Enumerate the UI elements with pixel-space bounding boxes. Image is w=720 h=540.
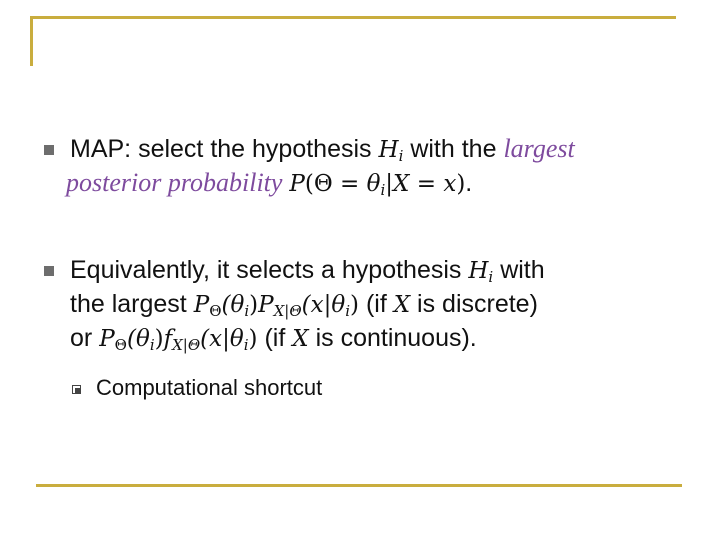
emphasis-posterior-probability: posterior probability	[66, 168, 283, 197]
bullet-1-with-the: with the	[410, 135, 497, 163]
hypothesis-symbol: $H_i$	[378, 137, 404, 165]
bullet-2	[70, 253, 690, 355]
bullet-1-text: MAP: select the hypothesis	[70, 135, 372, 163]
frame-left-rule	[30, 16, 33, 66]
bullet-2-line-2	[70, 287, 690, 321]
posterior-formula: $P(\Theta = \theta_i|X = x)$	[289, 171, 466, 199]
variable-X-2: X	[292, 326, 309, 352]
bullet-2-with: with	[500, 256, 545, 284]
frame-bottom-rule	[36, 484, 682, 487]
bullet-1	[66, 132, 690, 200]
bullet-2-line-1	[70, 253, 690, 287]
continuous-formula: $P_\Theta(\theta_i)f_{X|\Theta}(x|\theta_i)$	[99, 326, 258, 354]
frame-top-rule	[30, 16, 676, 19]
bullet-2-if-2: (if	[264, 324, 286, 352]
bullet-2-square-icon	[44, 266, 54, 276]
bullet-2-if-1: (if	[365, 290, 387, 318]
hypothesis-symbol-2: $H_i$	[468, 258, 494, 286]
emphasis-largest: largest	[503, 134, 575, 163]
bullet-1-square-icon	[44, 145, 54, 155]
sub-bullet-box-icon	[72, 385, 81, 394]
bullet-2-line-3	[70, 321, 690, 355]
bullet-1-line-2	[66, 166, 690, 200]
discrete-formula: $P_\Theta(\theta_i)P_{X|\Theta}(x|\theta_i)$	[193, 292, 359, 320]
bullet-2-or: or	[70, 324, 93, 352]
bullet-2-text: Equivalently, it selects a hypothesis	[70, 256, 462, 284]
bullet-2-is-continuous: is continuous).	[315, 324, 477, 352]
bullet-2-is-discrete: is discrete)	[417, 290, 538, 318]
variable-X-1: X	[393, 292, 411, 318]
bullet-2-the-largest: the largest	[70, 290, 187, 318]
bullet-1-period: .	[465, 169, 473, 197]
bullet-1-line-1	[70, 132, 690, 166]
sub-bullet-computational-shortcut: Computational shortcut	[96, 375, 323, 400]
